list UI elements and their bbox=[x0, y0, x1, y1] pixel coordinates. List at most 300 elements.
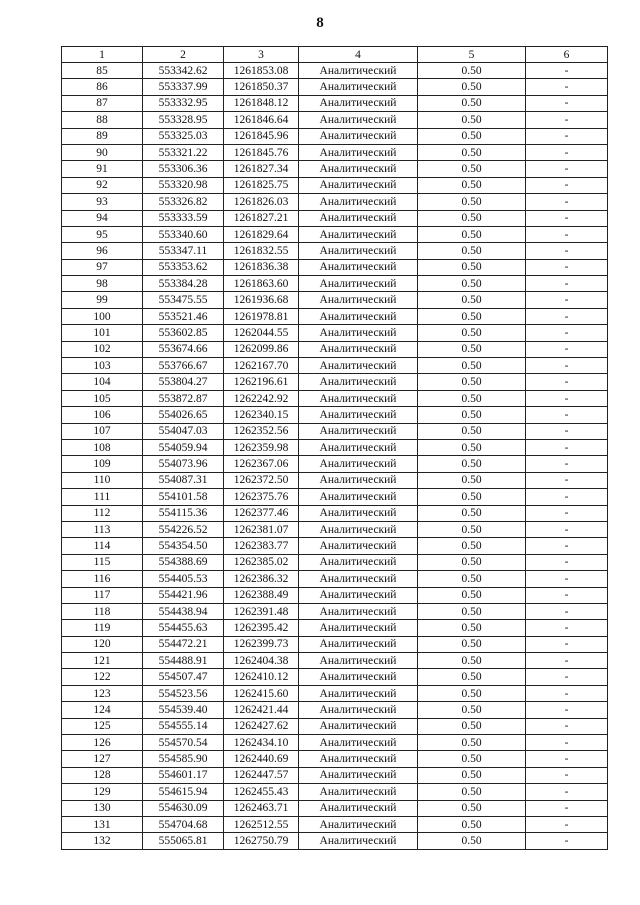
table-cell: 554615.94 bbox=[143, 784, 224, 800]
table-row bbox=[62, 374, 608, 390]
table-cell: 553347.11 bbox=[143, 243, 224, 259]
table-cell: 554539.40 bbox=[143, 702, 224, 718]
table-row bbox=[62, 243, 608, 259]
table-row bbox=[62, 128, 608, 144]
table-cell: Аналитический bbox=[299, 472, 418, 488]
table-cell: Аналитический bbox=[299, 833, 418, 849]
table-cell: 554455.63 bbox=[143, 620, 224, 636]
table-cell: 553674.66 bbox=[143, 341, 224, 357]
table-cell: Аналитический bbox=[299, 751, 418, 767]
table-cell: 0.50 bbox=[418, 308, 526, 324]
table-cell: Аналитический bbox=[299, 128, 418, 144]
table-cell: Аналитический bbox=[299, 276, 418, 292]
table-cell: 1261827.34 bbox=[224, 161, 299, 177]
table-cell: 0.50 bbox=[418, 79, 526, 95]
table-cell: 1261845.76 bbox=[224, 144, 299, 160]
table-cell: 1262750.79 bbox=[224, 833, 299, 849]
column-header: 5 bbox=[418, 47, 526, 63]
table-row bbox=[62, 308, 608, 324]
table-row bbox=[62, 390, 608, 406]
table-cell: - bbox=[526, 423, 608, 439]
table-cell: 1262167.70 bbox=[224, 358, 299, 374]
table-cell: Аналитический bbox=[299, 292, 418, 308]
table-cell: 554226.52 bbox=[143, 521, 224, 537]
table-cell: 553872.87 bbox=[143, 390, 224, 406]
table-cell: 553326.82 bbox=[143, 194, 224, 210]
table-cell: 0.50 bbox=[418, 538, 526, 554]
table-cell: 0.50 bbox=[418, 751, 526, 767]
column-header: 1 bbox=[62, 47, 143, 63]
table-row bbox=[62, 653, 608, 669]
table-row bbox=[62, 292, 608, 308]
table-cell: 1262440.69 bbox=[224, 751, 299, 767]
table-cell: 1262421.44 bbox=[224, 702, 299, 718]
table-cell: 554354.50 bbox=[143, 538, 224, 554]
table-cell: 0.50 bbox=[418, 587, 526, 603]
table-cell: 553325.03 bbox=[143, 128, 224, 144]
table-cell: 0.50 bbox=[418, 718, 526, 734]
table-cell: 115 bbox=[62, 554, 143, 570]
table-cell: - bbox=[526, 505, 608, 521]
table-cell: 120 bbox=[62, 636, 143, 652]
table-row bbox=[62, 833, 608, 849]
table-cell: - bbox=[526, 276, 608, 292]
table-row bbox=[62, 276, 608, 292]
table-cell: 122 bbox=[62, 669, 143, 685]
table-cell: - bbox=[526, 259, 608, 275]
table-cell: 0.50 bbox=[418, 325, 526, 341]
table-cell: 0.50 bbox=[418, 472, 526, 488]
table-cell: - bbox=[526, 439, 608, 455]
table-row bbox=[62, 358, 608, 374]
table-cell: 110 bbox=[62, 472, 143, 488]
table-cell: 90 bbox=[62, 144, 143, 160]
table-cell: 92 bbox=[62, 177, 143, 193]
table-row bbox=[62, 112, 608, 128]
table-cell: - bbox=[526, 63, 608, 79]
table-cell: 554059.94 bbox=[143, 439, 224, 455]
table-row bbox=[62, 194, 608, 210]
table-cell: 554101.58 bbox=[143, 489, 224, 505]
table-cell: Аналитический bbox=[299, 538, 418, 554]
table-cell: 553475.55 bbox=[143, 292, 224, 308]
table-row bbox=[62, 210, 608, 226]
table-cell: - bbox=[526, 554, 608, 570]
table-row bbox=[62, 702, 608, 718]
table-cell: - bbox=[526, 784, 608, 800]
table-cell: 132 bbox=[62, 833, 143, 849]
table-cell: 0.50 bbox=[418, 816, 526, 832]
table-cell: - bbox=[526, 308, 608, 324]
table-row bbox=[62, 571, 608, 587]
table-row bbox=[62, 538, 608, 554]
table-cell: Аналитический bbox=[299, 308, 418, 324]
table-cell: 117 bbox=[62, 587, 143, 603]
table-cell: 553804.27 bbox=[143, 374, 224, 390]
table-cell: 0.50 bbox=[418, 292, 526, 308]
table-cell: 1262383.77 bbox=[224, 538, 299, 554]
table-cell: 1262388.49 bbox=[224, 587, 299, 603]
table-cell: 554421.96 bbox=[143, 587, 224, 603]
table-row bbox=[62, 144, 608, 160]
table-cell: 129 bbox=[62, 784, 143, 800]
table-cell: 553602.85 bbox=[143, 325, 224, 341]
table-cell: 0.50 bbox=[418, 177, 526, 193]
table-cell: - bbox=[526, 587, 608, 603]
table-cell: 1262385.02 bbox=[224, 554, 299, 570]
column-header: 3 bbox=[224, 47, 299, 63]
table-cell: 554630.09 bbox=[143, 800, 224, 816]
table-cell: Аналитический bbox=[299, 489, 418, 505]
table-cell: - bbox=[526, 79, 608, 95]
table-cell: 0.50 bbox=[418, 767, 526, 783]
table-cell: Аналитический bbox=[299, 79, 418, 95]
table-cell: - bbox=[526, 653, 608, 669]
table-cell: 0.50 bbox=[418, 439, 526, 455]
table-cell: Аналитический bbox=[299, 63, 418, 79]
table-cell: 0.50 bbox=[418, 276, 526, 292]
table-cell: 0.50 bbox=[418, 341, 526, 357]
table-cell: 0.50 bbox=[418, 521, 526, 537]
table-row bbox=[62, 735, 608, 751]
table-cell: Аналитический bbox=[299, 702, 418, 718]
table-row bbox=[62, 751, 608, 767]
table-cell: Аналитический bbox=[299, 439, 418, 455]
table-cell: 553521.46 bbox=[143, 308, 224, 324]
table-cell: 0.50 bbox=[418, 603, 526, 619]
table-cell: 1262512.55 bbox=[224, 816, 299, 832]
table-row bbox=[62, 587, 608, 603]
table-cell: Аналитический bbox=[299, 718, 418, 734]
table-cell: Аналитический bbox=[299, 325, 418, 341]
table-cell: 0.50 bbox=[418, 456, 526, 472]
table-cell: 111 bbox=[62, 489, 143, 505]
table-cell: Аналитический bbox=[299, 669, 418, 685]
table-cell: 0.50 bbox=[418, 620, 526, 636]
table-cell: Аналитический bbox=[299, 800, 418, 816]
table-cell: 0.50 bbox=[418, 735, 526, 751]
table-cell: 554087.31 bbox=[143, 472, 224, 488]
table-cell: 91 bbox=[62, 161, 143, 177]
table-cell: Аналитический bbox=[299, 374, 418, 390]
table-cell: 1261848.12 bbox=[224, 95, 299, 111]
table-cell: 553353.62 bbox=[143, 259, 224, 275]
table-cell: 1261845.96 bbox=[224, 128, 299, 144]
table-cell: 114 bbox=[62, 538, 143, 554]
table-cell: 0.50 bbox=[418, 702, 526, 718]
table-cell: 1262099.86 bbox=[224, 341, 299, 357]
table-cell: - bbox=[526, 456, 608, 472]
table-cell: - bbox=[526, 390, 608, 406]
table-row bbox=[62, 177, 608, 193]
table-cell: 553306.36 bbox=[143, 161, 224, 177]
table-cell: 554115.36 bbox=[143, 505, 224, 521]
table-row bbox=[62, 800, 608, 816]
table-cell: 554405.53 bbox=[143, 571, 224, 587]
table-cell: Аналитический bbox=[299, 735, 418, 751]
table-cell: Аналитический bbox=[299, 243, 418, 259]
table-cell: 1262381.07 bbox=[224, 521, 299, 537]
table-cell: 554472.21 bbox=[143, 636, 224, 652]
table-cell: 106 bbox=[62, 407, 143, 423]
table-cell: - bbox=[526, 243, 608, 259]
table-cell: 1262367.06 bbox=[224, 456, 299, 472]
table-cell: - bbox=[526, 603, 608, 619]
table-cell: 0.50 bbox=[418, 194, 526, 210]
table-cell: - bbox=[526, 489, 608, 505]
table-cell: 1262410.12 bbox=[224, 669, 299, 685]
table-cell: 1262386.32 bbox=[224, 571, 299, 587]
table-row bbox=[62, 407, 608, 423]
table-row bbox=[62, 784, 608, 800]
table-cell: 0.50 bbox=[418, 112, 526, 128]
table-row bbox=[62, 669, 608, 685]
table-row bbox=[62, 718, 608, 734]
table-cell: 0.50 bbox=[418, 669, 526, 685]
table-cell: 86 bbox=[62, 79, 143, 95]
table-cell: 553342.62 bbox=[143, 63, 224, 79]
table-cell: 1261827.21 bbox=[224, 210, 299, 226]
table-cell: 1262044.55 bbox=[224, 325, 299, 341]
table-cell: Аналитический bbox=[299, 767, 418, 783]
table-cell: 0.50 bbox=[418, 636, 526, 652]
table-cell: - bbox=[526, 341, 608, 357]
table-row bbox=[62, 63, 608, 79]
table-cell: 109 bbox=[62, 456, 143, 472]
table-cell: 97 bbox=[62, 259, 143, 275]
table-cell: 0.50 bbox=[418, 407, 526, 423]
table-cell: 119 bbox=[62, 620, 143, 636]
table-cell: 101 bbox=[62, 325, 143, 341]
table-cell: 0.50 bbox=[418, 210, 526, 226]
table-cell: Аналитический bbox=[299, 521, 418, 537]
table-cell: 0.50 bbox=[418, 505, 526, 521]
table-cell: - bbox=[526, 374, 608, 390]
table-cell: - bbox=[526, 358, 608, 374]
coordinates-table bbox=[61, 46, 608, 850]
table-cell: 113 bbox=[62, 521, 143, 537]
table-cell: - bbox=[526, 177, 608, 193]
table-cell: - bbox=[526, 95, 608, 111]
table-cell: 1262447.57 bbox=[224, 767, 299, 783]
table-cell: Аналитический bbox=[299, 505, 418, 521]
table-cell: 1261825.75 bbox=[224, 177, 299, 193]
table-cell: 121 bbox=[62, 653, 143, 669]
table-cell: - bbox=[526, 325, 608, 341]
table-cell: - bbox=[526, 144, 608, 160]
column-header: 6 bbox=[526, 47, 608, 63]
table-row bbox=[62, 439, 608, 455]
table-cell: 1262427.62 bbox=[224, 718, 299, 734]
table-cell: 555065.81 bbox=[143, 833, 224, 849]
table-cell: 99 bbox=[62, 292, 143, 308]
table-cell: Аналитический bbox=[299, 95, 418, 111]
table-cell: - bbox=[526, 718, 608, 734]
table-cell: 1262359.98 bbox=[224, 439, 299, 455]
table-cell: 127 bbox=[62, 751, 143, 767]
table-cell: 0.50 bbox=[418, 784, 526, 800]
table-row bbox=[62, 95, 608, 111]
table-cell: - bbox=[526, 226, 608, 242]
table-cell: 554388.69 bbox=[143, 554, 224, 570]
table-cell: 1261863.60 bbox=[224, 276, 299, 292]
table-cell: 1261829.64 bbox=[224, 226, 299, 242]
table-cell: 104 bbox=[62, 374, 143, 390]
table-cell: 1262391.48 bbox=[224, 603, 299, 619]
table-cell: 1262434.10 bbox=[224, 735, 299, 751]
table-cell: 553332.95 bbox=[143, 95, 224, 111]
table-cell: 554073.96 bbox=[143, 456, 224, 472]
table-row bbox=[62, 472, 608, 488]
table-cell: 118 bbox=[62, 603, 143, 619]
table-row bbox=[62, 489, 608, 505]
table-cell: 93 bbox=[62, 194, 143, 210]
table-cell: 123 bbox=[62, 685, 143, 701]
table-cell: 1262395.42 bbox=[224, 620, 299, 636]
table-cell: 0.50 bbox=[418, 390, 526, 406]
table-cell: 107 bbox=[62, 423, 143, 439]
table-cell: - bbox=[526, 833, 608, 849]
table-cell: 89 bbox=[62, 128, 143, 144]
table-cell: - bbox=[526, 407, 608, 423]
table-cell: - bbox=[526, 767, 608, 783]
table-cell: 98 bbox=[62, 276, 143, 292]
table-cell: Аналитический bbox=[299, 177, 418, 193]
table-cell: 1261850.37 bbox=[224, 79, 299, 95]
table-cell: Аналитический bbox=[299, 194, 418, 210]
table-cell: 553333.59 bbox=[143, 210, 224, 226]
table-cell: 1262196.61 bbox=[224, 374, 299, 390]
table-cell: 553384.28 bbox=[143, 276, 224, 292]
table-cell: 88 bbox=[62, 112, 143, 128]
table-cell: 0.50 bbox=[418, 226, 526, 242]
table-cell: 0.50 bbox=[418, 128, 526, 144]
table-cell: Аналитический bbox=[299, 685, 418, 701]
table-cell: 553340.60 bbox=[143, 226, 224, 242]
table-cell: - bbox=[526, 112, 608, 128]
table-row bbox=[62, 505, 608, 521]
table-cell: Аналитический bbox=[299, 653, 418, 669]
table-cell: 0.50 bbox=[418, 161, 526, 177]
table-cell: - bbox=[526, 538, 608, 554]
table-cell: 1262352.56 bbox=[224, 423, 299, 439]
table-header-row bbox=[62, 47, 608, 63]
table-cell: 100 bbox=[62, 308, 143, 324]
table-cell: - bbox=[526, 816, 608, 832]
table-cell: 1261846.64 bbox=[224, 112, 299, 128]
table-cell: 130 bbox=[62, 800, 143, 816]
table-cell: 0.50 bbox=[418, 423, 526, 439]
table-cell: Аналитический bbox=[299, 816, 418, 832]
table-cell: 553337.99 bbox=[143, 79, 224, 95]
table-cell: 102 bbox=[62, 341, 143, 357]
table-cell: - bbox=[526, 521, 608, 537]
table-cell: 124 bbox=[62, 702, 143, 718]
table-cell: Аналитический bbox=[299, 587, 418, 603]
table-cell: 1261936.68 bbox=[224, 292, 299, 308]
table-cell: Аналитический bbox=[299, 112, 418, 128]
table-cell: 0.50 bbox=[418, 374, 526, 390]
table-cell: 126 bbox=[62, 735, 143, 751]
table-cell: 0.50 bbox=[418, 358, 526, 374]
table-cell: 554704.68 bbox=[143, 816, 224, 832]
table-cell: Аналитический bbox=[299, 620, 418, 636]
table-cell: 0.50 bbox=[418, 833, 526, 849]
table-cell: Аналитический bbox=[299, 456, 418, 472]
table-cell: 105 bbox=[62, 390, 143, 406]
table-body bbox=[62, 63, 608, 850]
table-row bbox=[62, 325, 608, 341]
table-cell: - bbox=[526, 571, 608, 587]
table-cell: 553328.95 bbox=[143, 112, 224, 128]
table-cell: 1262415.60 bbox=[224, 685, 299, 701]
table-cell: Аналитический bbox=[299, 210, 418, 226]
table-cell: - bbox=[526, 210, 608, 226]
table-cell: 125 bbox=[62, 718, 143, 734]
table-cell: 108 bbox=[62, 439, 143, 455]
table-cell: 554585.90 bbox=[143, 751, 224, 767]
table-cell: 1262377.46 bbox=[224, 505, 299, 521]
table-cell: 87 bbox=[62, 95, 143, 111]
table-cell: 1261978.81 bbox=[224, 308, 299, 324]
table-cell: 554555.14 bbox=[143, 718, 224, 734]
table-cell: Аналитический bbox=[299, 226, 418, 242]
table-cell: 1262399.73 bbox=[224, 636, 299, 652]
table-cell: - bbox=[526, 194, 608, 210]
table-cell: 0.50 bbox=[418, 489, 526, 505]
table-cell: 1262404.38 bbox=[224, 653, 299, 669]
table-cell: 0.50 bbox=[418, 243, 526, 259]
table-cell: 554601.17 bbox=[143, 767, 224, 783]
table-cell: - bbox=[526, 735, 608, 751]
table-cell: Аналитический bbox=[299, 603, 418, 619]
table-cell: Аналитический bbox=[299, 636, 418, 652]
table-cell: 554026.65 bbox=[143, 407, 224, 423]
table-row bbox=[62, 603, 608, 619]
table-cell: 0.50 bbox=[418, 259, 526, 275]
column-header: 4 bbox=[299, 47, 418, 63]
table-row bbox=[62, 816, 608, 832]
table-cell: 1262372.50 bbox=[224, 472, 299, 488]
table-row bbox=[62, 767, 608, 783]
table-cell: 0.50 bbox=[418, 554, 526, 570]
table-cell: Аналитический bbox=[299, 144, 418, 160]
table-cell: - bbox=[526, 669, 608, 685]
table-row bbox=[62, 554, 608, 570]
table-cell: Аналитический bbox=[299, 259, 418, 275]
table-cell: - bbox=[526, 292, 608, 308]
table-cell: 85 bbox=[62, 63, 143, 79]
table-cell: 553321.22 bbox=[143, 144, 224, 160]
table-cell: Аналитический bbox=[299, 784, 418, 800]
table-cell: 0.50 bbox=[418, 95, 526, 111]
table-cell: 96 bbox=[62, 243, 143, 259]
table-cell: 554438.94 bbox=[143, 603, 224, 619]
table-row bbox=[62, 79, 608, 95]
table-cell: - bbox=[526, 685, 608, 701]
table-cell: 0.50 bbox=[418, 63, 526, 79]
table-cell: Аналитический bbox=[299, 571, 418, 587]
table-cell: 553320.98 bbox=[143, 177, 224, 193]
table-cell: 554570.54 bbox=[143, 735, 224, 751]
table-cell: 0.50 bbox=[418, 685, 526, 701]
table-row bbox=[62, 521, 608, 537]
table-cell: Аналитический bbox=[299, 407, 418, 423]
table-cell: Аналитический bbox=[299, 358, 418, 374]
table-cell: 1262340.15 bbox=[224, 407, 299, 423]
table-cell: 128 bbox=[62, 767, 143, 783]
table-cell: 103 bbox=[62, 358, 143, 374]
